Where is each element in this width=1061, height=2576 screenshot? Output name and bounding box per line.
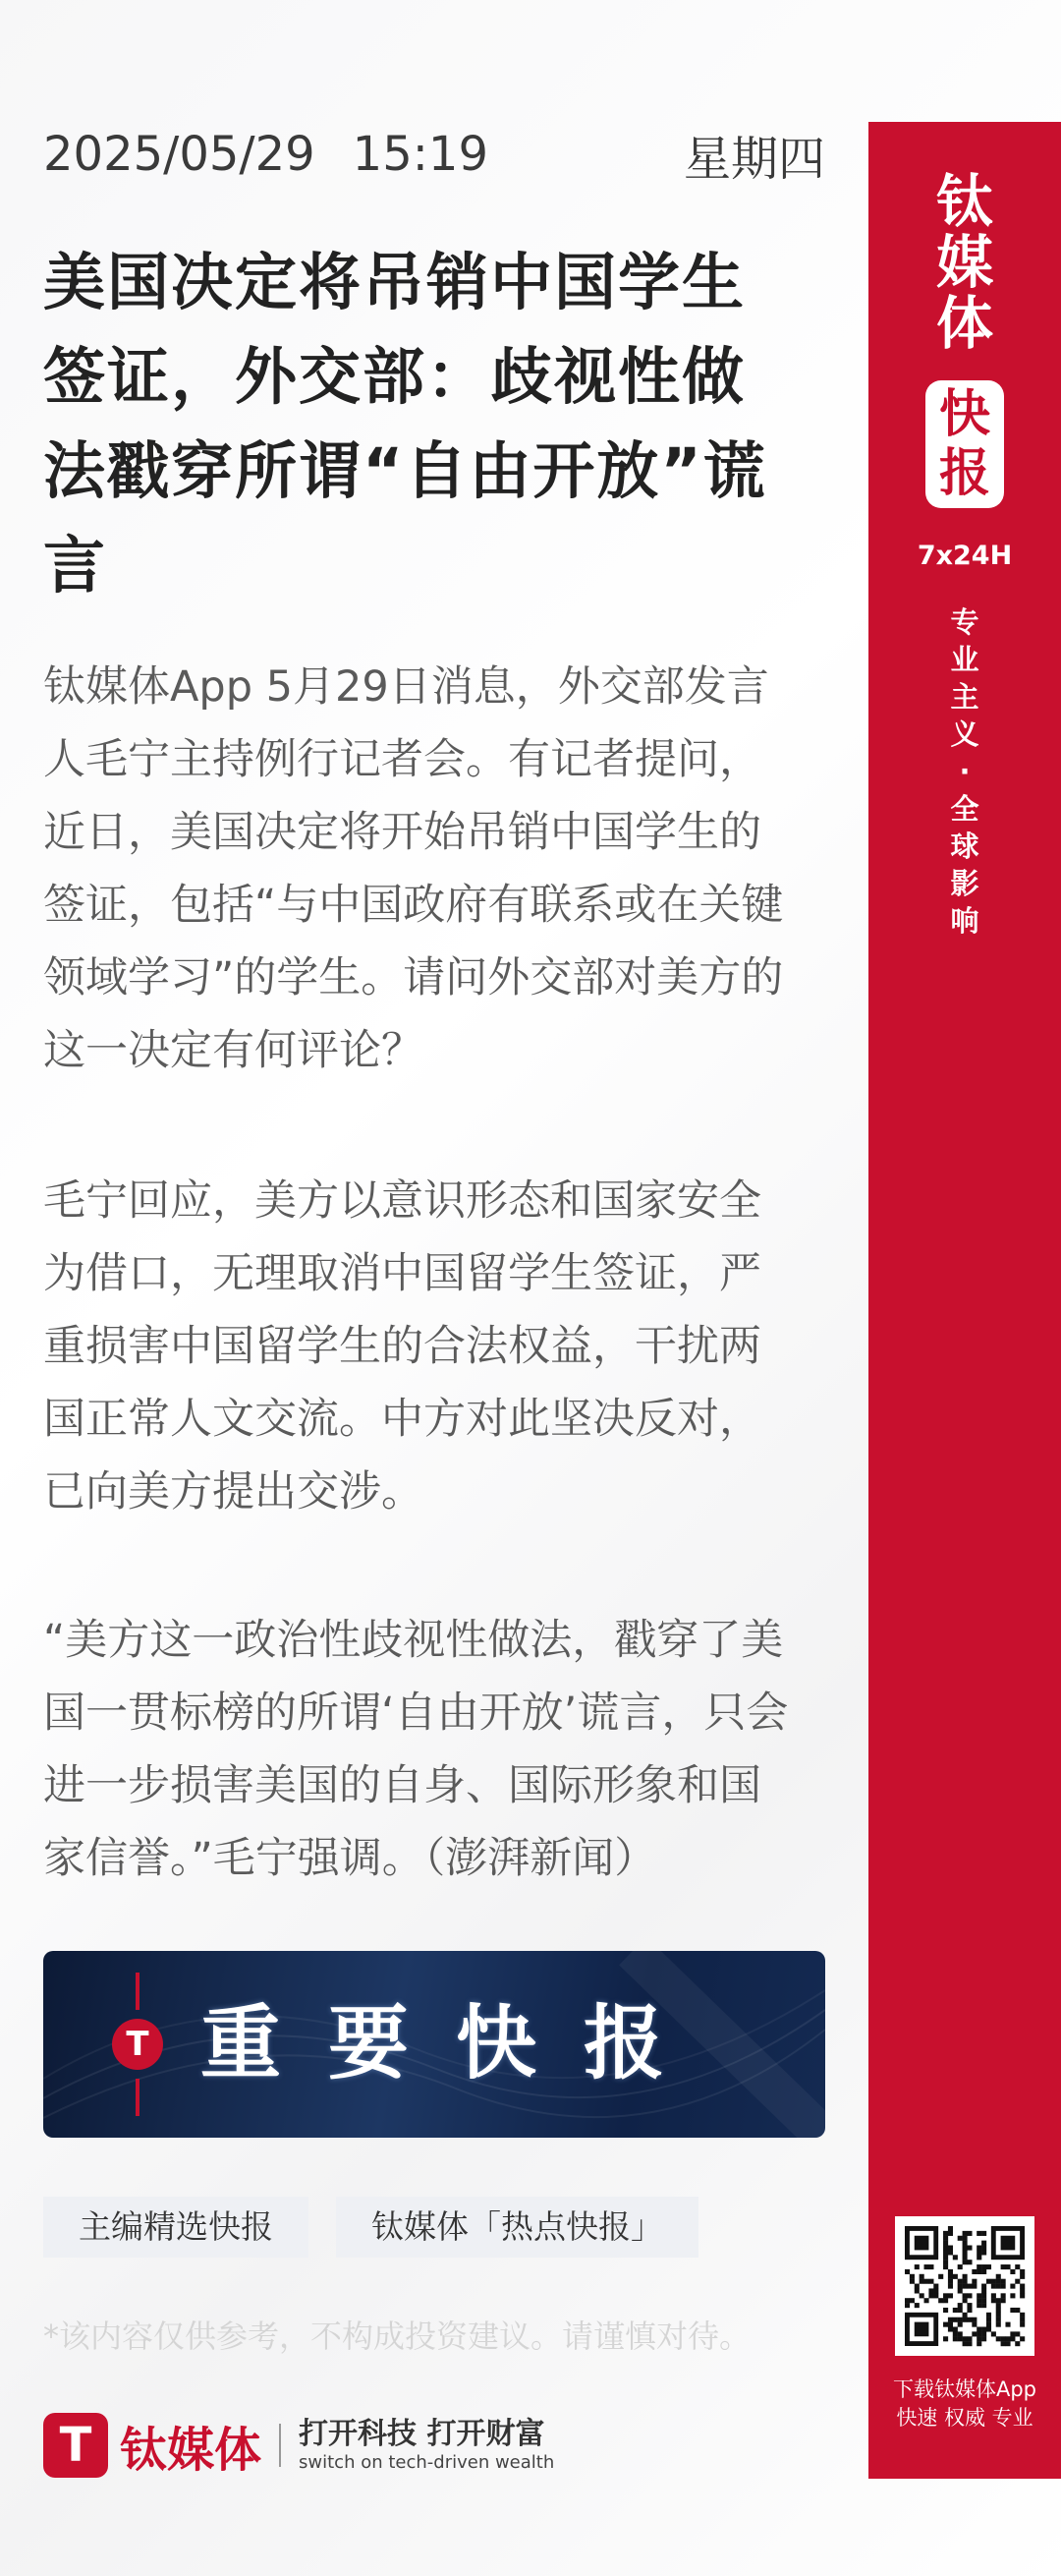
text-line: 已向美方提出交涉。 (43, 1467, 423, 1517)
sidebar-brand-char: 体 (935, 290, 993, 357)
text-line: 领域学习”的学生。请问外交部对美方的 (43, 953, 784, 1002)
banner-red-line-bottom (136, 2079, 140, 2116)
footer-brand (43, 2410, 554, 2481)
text-line: 签证，包括“与中国政府有联系或在关键 (43, 881, 784, 930)
sidebar-box-char: 快 (938, 385, 990, 444)
banner-red-line-top (136, 1973, 140, 2010)
brand-name: 钛媒体 (120, 2422, 262, 2478)
tag-editor-picks[interactable]: 主编精选快报 (43, 2197, 308, 2258)
sidebar-slogan-char: 球 (950, 830, 979, 863)
text-line: 国一贯标榜的所谓‘自由开放’谎言，只会 (43, 1689, 789, 1738)
qr-code-icon[interactable] (895, 2216, 1034, 2356)
download-tagline: 快速 权威 专业 (896, 2406, 1033, 2430)
text-line: 这一决定有何评论？ (43, 1026, 423, 1075)
important-flash-banner[interactable] (43, 1951, 825, 2138)
brand-logo-icon: T (43, 2413, 108, 2478)
title-line: 美国决定将吊销中国学生 (43, 247, 746, 318)
tag-hot-flash[interactable]: 钛媒体「热点快报」 (336, 2197, 698, 2258)
text-line: 国正常人文交流。中方对此坚决反对， (43, 1395, 761, 1444)
publish-date: 2025/05/29 (43, 127, 315, 182)
sidebar-slogan-char: 义 (950, 717, 979, 751)
title-line: 言 (43, 530, 107, 601)
slogan-en: switch on tech-driven wealth (299, 2452, 555, 2473)
sidebar-brand (868, 168, 1061, 357)
banner-title: 重要快报 (200, 1997, 712, 2090)
title-line: 签证，外交部：歧视性做 (43, 341, 746, 413)
article-title (43, 236, 829, 613)
sidebar-slogan-char: · (959, 755, 971, 788)
footer-divider (279, 2424, 281, 2467)
title-line: 法戳穿所谓“自由开放”谎 (43, 435, 767, 507)
text-line: 毛宁回应，美方以意识形态和国家安全 (43, 1176, 761, 1226)
disclaimer: *该内容仅供参考，不构成投资建议。请谨慎对待。 (43, 2318, 752, 2355)
sidebar-flash-box (925, 380, 1004, 508)
sidebar-slogan-char: 主 (950, 680, 979, 714)
sidebar-slogan-char: 全 (950, 792, 979, 826)
text-line: 人毛宁主持例行记者会。有记者提问， (43, 735, 761, 784)
sidebar-box-char: 报 (938, 444, 990, 503)
sidebar-slogan (868, 603, 1061, 940)
paragraph-3 (43, 1604, 829, 1895)
sidebar-hours: 7x24H (917, 541, 1013, 571)
text-line: 近日，美国决定将开始吊销中国学生的 (43, 808, 761, 857)
sidebar-slogan-char: 业 (950, 643, 979, 676)
text-line: 进一步损害美国的自身、国际形象和国 (43, 1761, 761, 1810)
qr-code-graphic (895, 2216, 1034, 2356)
banner-logo-icon: T (112, 2019, 163, 2070)
sidebar-slogan-char: 专 (950, 605, 979, 639)
text-line: 重损害中国留学生的合法权益，干扰两 (43, 1322, 761, 1371)
slogan-cn: 打开科技 打开财富 (299, 2417, 545, 2451)
dateline (43, 120, 825, 189)
sidebar-brand-char: 钛 (935, 168, 993, 235)
text-line: 钛媒体App 5月29日消息，外交部发言 (43, 662, 769, 712)
sidebar-brand-char: 媒 (935, 229, 993, 296)
weekday: 星期四 (683, 131, 825, 187)
download-app-text: 下载钛媒体App (892, 2377, 1037, 2401)
datetime (43, 127, 526, 182)
sidebar-slogan-char: 影 (950, 867, 979, 900)
text-line: 为借口，无理取消中国留学生签证，严 (43, 1249, 761, 1298)
text-line: “美方这一政治性歧视性做法，戳穿了美 (43, 1616, 784, 1665)
paragraph-2 (43, 1165, 829, 1528)
footer-slogan (299, 2417, 554, 2474)
tag-list (43, 2197, 698, 2258)
sidebar-slogan-char: 响 (950, 904, 979, 938)
brand-sidebar (868, 122, 1061, 2479)
text-line: 家信誉。”毛宁强调。（澎湃新闻） (43, 1834, 657, 1883)
publish-time: 15:19 (352, 127, 488, 182)
paragraph-1 (43, 651, 829, 1087)
